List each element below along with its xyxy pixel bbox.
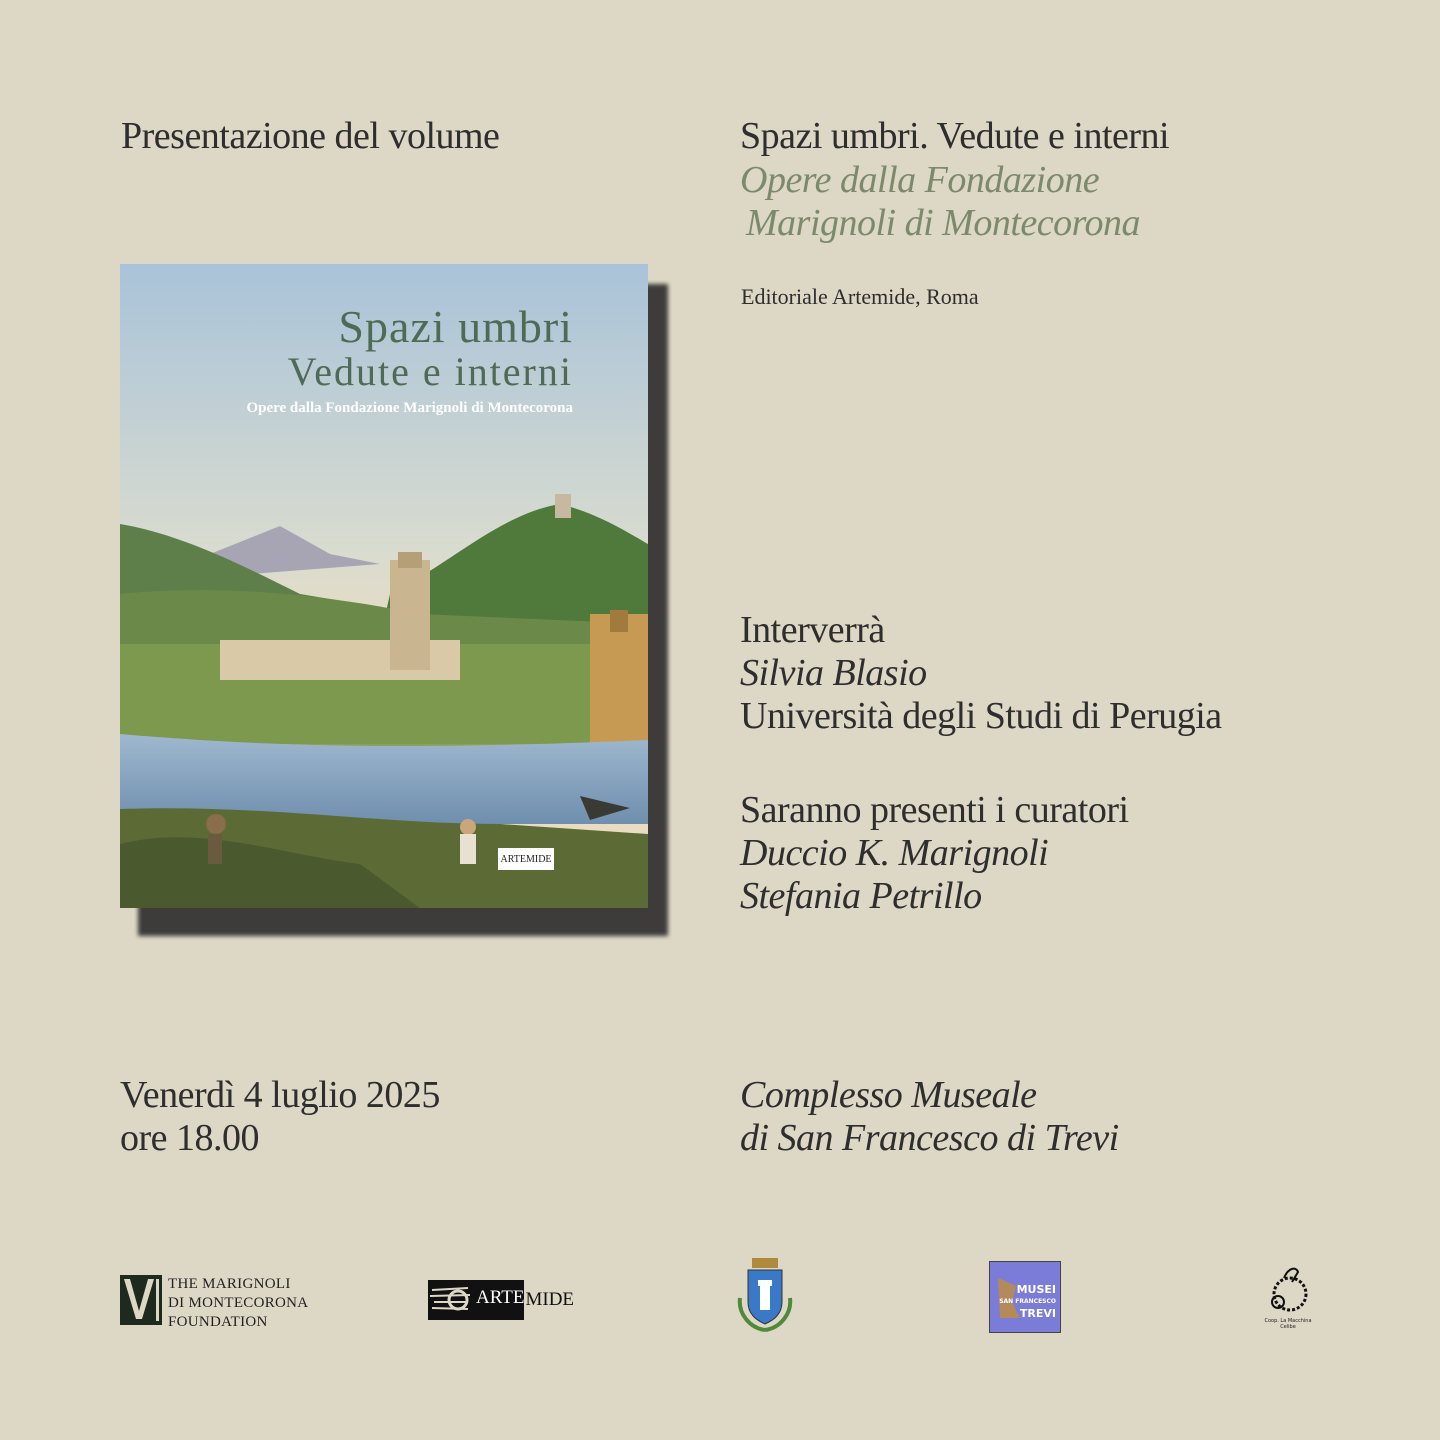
event-datetime [120,1074,440,1160]
cover-title2: Vedute e interni [287,349,573,394]
artemide-logo [428,1280,582,1320]
marignoli-line3: FOUNDATION [168,1314,268,1330]
speaker-affiliation: Università degli Studi di Perugia [740,695,1222,737]
trevi-crest-icon [734,1258,796,1334]
musei-trevi-logo [989,1261,1061,1333]
venue-line2: di San Francesco di Trevi [740,1117,1119,1159]
event-time: ore 18.00 [120,1117,260,1159]
marignoli-line1: THE MARIGNOLI [168,1276,291,1292]
coop-logo [1256,1264,1320,1334]
book-subtitle-line1: Opere dalla Fondazione [740,159,1100,201]
curator-name: Stefania Petrillo [740,875,982,917]
book-cover [120,264,648,908]
marignoli-foundation-logo [120,1275,308,1332]
speakers-block [740,609,1222,738]
speaker-intro: Interverrà [740,609,885,651]
curator-name: Duccio K. Marignoli [740,832,1049,874]
cover-publisher-logo: ARTEMIDE [498,848,554,870]
book-title: Spazi umbri. Vedute e interni [740,115,1170,157]
event-venue [740,1074,1119,1160]
cover-subtitle: Opere dalla Fondazione Marignoli di Montecorona [246,400,573,416]
musei-line3: TREVI [1019,1307,1056,1320]
speaker-name: Silvia Blasio [740,652,927,694]
marignoli-line2: DI MONTECORONA [168,1295,309,1311]
artemide-text-part2: MIDE [525,1289,575,1310]
cover-title1: Spazi umbri [338,301,573,352]
publisher: Editoriale Artemide, Roma [741,284,979,309]
musei-line2: SAN FRANCESCO [999,1298,1056,1305]
curators-block [740,789,1129,918]
event-date: Venerdì 4 luglio 2025 [120,1074,440,1116]
venue-line1: Complesso Museale [740,1074,1037,1116]
heading: Presentazione del volume [121,115,500,157]
curators-intro: Saranno presenti i curatori [740,789,1129,831]
artemide-text-part1: ARTE [474,1280,524,1320]
artemide-mark-icon [428,1280,474,1320]
bicycle-icon [1256,1264,1320,1316]
book-subtitle-line2: Marignoli di Montecorona [746,202,1140,244]
coop-text: Coop. La Macchina Celibe [1264,1318,1312,1330]
musei-line1: MUSEI [1016,1283,1056,1296]
marignoli-mark-icon [120,1275,162,1325]
